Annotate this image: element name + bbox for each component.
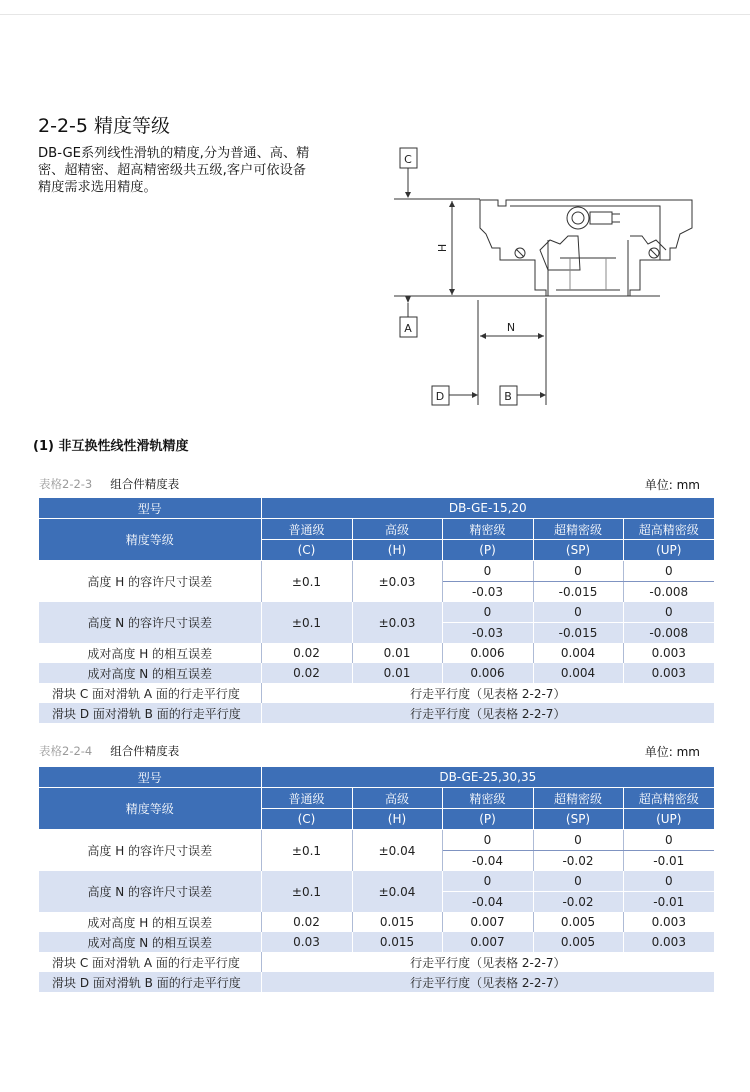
cell-value: ±0.04: [352, 871, 442, 912]
cell-value: 行走平行度（见表格 2-2-7）: [261, 683, 714, 703]
cell-value: 0: [623, 561, 714, 582]
row-label: 成对高度 N 的相互误差: [39, 663, 261, 683]
table-caption: [39, 476, 179, 492]
cell-value: -0.04: [442, 851, 533, 872]
grade-code: (SP): [533, 540, 623, 561]
cell-value: ±0.03: [352, 602, 442, 643]
cell-value: -0.03: [442, 623, 533, 644]
cell-value: -0.01: [623, 851, 714, 872]
grade-name: 普通级: [261, 788, 352, 809]
accuracy-table-1: [39, 498, 714, 723]
table-name: 组合件精度表: [110, 477, 180, 491]
cell-value: ±0.03: [352, 561, 442, 603]
grade-code: (UP): [623, 809, 714, 830]
label-b: B: [504, 390, 512, 403]
model-value: DB-GE-25,30,35: [261, 767, 714, 788]
grade-header: 精度等级: [39, 519, 261, 561]
grade-name: 高级: [352, 519, 442, 540]
unit-label: 单位: mm: [644, 745, 700, 759]
grade-code: (C): [261, 540, 352, 561]
row-label: 高度 H 的容许尺寸误差: [39, 830, 261, 872]
cell-value: 0.004: [533, 643, 623, 663]
cell-value: 0.01: [352, 663, 442, 683]
section-title: (1) 非互换性线性滑轨精度: [33, 439, 189, 454]
cell-value: 0: [442, 871, 533, 892]
cell-value: 0.02: [261, 663, 352, 683]
cell-value: 0.006: [442, 663, 533, 683]
grade-name: 精密级: [442, 788, 533, 809]
intro-line: 密、超精密、超高精密级共五级,客户可依设备: [38, 163, 306, 178]
grade-code: (H): [352, 809, 442, 830]
rail-block-diagram: [380, 140, 720, 415]
row-label: 成对高度 N 的相互误差: [39, 932, 261, 952]
table-name: 组合件精度表: [110, 744, 180, 758]
row-label: 高度 N 的容许尺寸误差: [39, 871, 261, 912]
grade-code: (SP): [533, 809, 623, 830]
grade-name: 普通级: [261, 519, 352, 540]
cell-value: 0: [623, 830, 714, 851]
table-number: 表格2-2-4: [39, 744, 93, 758]
cell-value: -0.015: [533, 582, 623, 603]
cell-value: 0: [442, 602, 533, 623]
cell-value: -0.04: [442, 892, 533, 913]
row-label: 高度 H 的容许尺寸误差: [39, 561, 261, 603]
cell-value: -0.02: [533, 851, 623, 872]
cell-value: ±0.1: [261, 830, 352, 872]
cell-value: 0.005: [533, 932, 623, 952]
grade-code: (P): [442, 540, 533, 561]
grade-name: 超精密级: [533, 788, 623, 809]
accuracy-table-2: [39, 767, 714, 992]
grade-code: (UP): [623, 540, 714, 561]
model-value: DB-GE-15,20: [261, 498, 714, 519]
cell-value: -0.01: [623, 892, 714, 913]
page-title: 2-2-5 精度等级: [38, 115, 171, 137]
grade-name: 精密级: [442, 519, 533, 540]
top-divider: [0, 14, 750, 15]
cell-value: 0: [533, 871, 623, 892]
unit-label: 单位: mm: [644, 478, 700, 492]
cell-value: ±0.1: [261, 602, 352, 643]
cell-value: 0.005: [533, 912, 623, 932]
cell-value: -0.02: [533, 892, 623, 913]
cell-value: 0.02: [261, 643, 352, 663]
cell-value: 0.02: [261, 912, 352, 932]
grade-code: (H): [352, 540, 442, 561]
grade-name: 超高精密级: [623, 519, 714, 540]
cell-value: 0: [623, 871, 714, 892]
intro-line: 精度需求选用精度。: [38, 180, 157, 195]
cell-value: 行走平行度（见表格 2-2-7）: [261, 972, 714, 992]
cell-value: 0: [533, 830, 623, 851]
row-label: 成对高度 H 的相互误差: [39, 643, 261, 663]
cell-value: 0: [442, 830, 533, 851]
cell-value: 0.03: [261, 932, 352, 952]
cell-value: ±0.04: [352, 830, 442, 872]
cell-value: 0.003: [623, 643, 714, 663]
cell-value: 行走平行度（见表格 2-2-7）: [261, 703, 714, 723]
grade-name: 超高精密级: [623, 788, 714, 809]
cell-value: 0.015: [352, 932, 442, 952]
cell-value: 0.006: [442, 643, 533, 663]
intro-paragraph: [38, 145, 343, 196]
cell-value: 0.015: [352, 912, 442, 932]
cell-value: 0.004: [533, 663, 623, 683]
grade-name: 高级: [352, 788, 442, 809]
row-label: 滑块 C 面对滑轨 A 面的行走平行度: [39, 952, 261, 972]
row-label: 滑块 D 面对滑轨 B 面的行走平行度: [39, 703, 261, 723]
cell-value: 0: [442, 561, 533, 582]
table-caption: [39, 743, 179, 759]
cell-value: -0.008: [623, 623, 714, 644]
grade-code: (C): [261, 809, 352, 830]
cell-value: 0.003: [623, 912, 714, 932]
label-c: C: [404, 153, 412, 166]
grade-name: 超精密级: [533, 519, 623, 540]
cell-value: 0.007: [442, 932, 533, 952]
label-a: A: [404, 322, 412, 335]
cell-value: 行走平行度（见表格 2-2-7）: [261, 952, 714, 972]
cell-value: -0.015: [533, 623, 623, 644]
label-h: H: [436, 243, 449, 253]
row-label: 高度 N 的容许尺寸误差: [39, 602, 261, 643]
cell-value: 0.007: [442, 912, 533, 932]
table-number: 表格2-2-3: [39, 477, 93, 491]
row-label: 成对高度 H 的相互误差: [39, 912, 261, 932]
intro-line: DB-GE系列线性滑轨的精度,分为普通、高、精: [38, 146, 310, 161]
label-d: D: [435, 390, 445, 403]
label-n: N: [506, 321, 516, 334]
cell-value: 0: [533, 602, 623, 623]
cell-value: 0.003: [623, 663, 714, 683]
grade-header: 精度等级: [39, 788, 261, 830]
cell-value: -0.03: [442, 582, 533, 603]
cell-value: 0: [623, 602, 714, 623]
cell-value: ±0.1: [261, 561, 352, 603]
model-header: 型号: [39, 767, 261, 788]
row-label: 滑块 D 面对滑轨 B 面的行走平行度: [39, 972, 261, 992]
cell-value: 0.01: [352, 643, 442, 663]
cell-value: 0: [533, 561, 623, 582]
cell-value: ±0.1: [261, 871, 352, 912]
model-header: 型号: [39, 498, 261, 519]
cell-value: 0.003: [623, 932, 714, 952]
cell-value: -0.008: [623, 582, 714, 603]
grade-code: (P): [442, 809, 533, 830]
row-label: 滑块 C 面对滑轨 A 面的行走平行度: [39, 683, 261, 703]
